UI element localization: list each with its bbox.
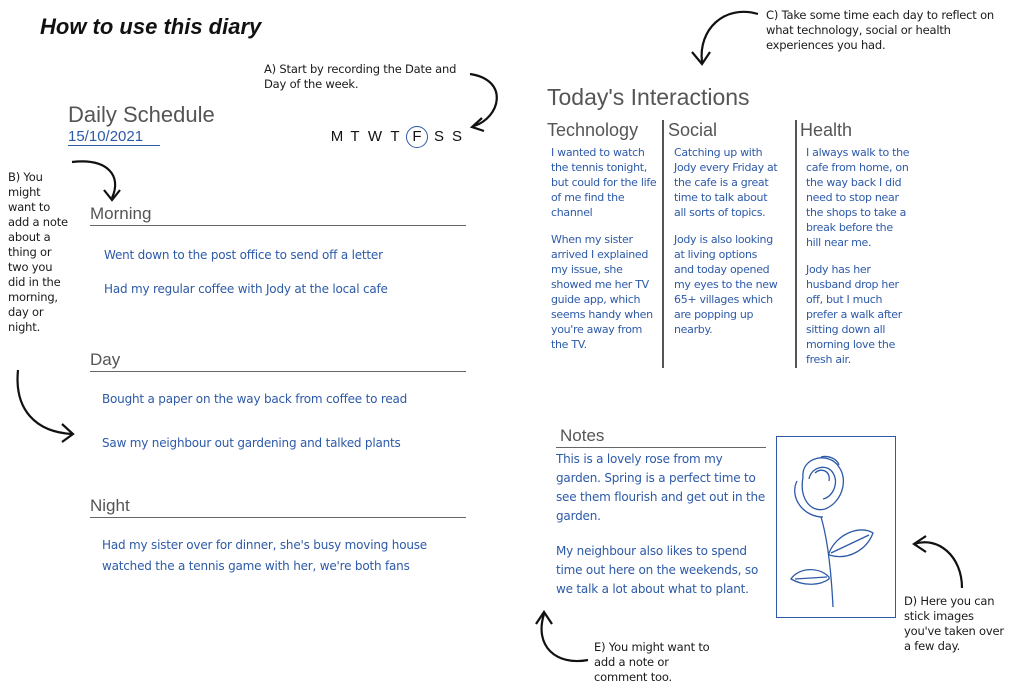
column-heading: Social xyxy=(668,120,718,140)
annotation-b: B) You might want to add a note about a thing or two you did in the morning, day or night. xyxy=(8,170,68,334)
entry-text[interactable]: Had my regular coffee with Jody at the local cafe xyxy=(104,282,388,296)
column-text[interactable]: I wanted to watch the tennis tonight, but could for the life of me find the channel xyxy=(551,146,657,219)
schedule-title: Daily Schedule xyxy=(68,102,215,127)
entry-text[interactable]: Had my sister over for dinner, she's busy moving house xyxy=(102,538,427,552)
section-heading: Day xyxy=(90,350,466,372)
entry-text[interactable]: Bought a paper on the way back from coffee to read xyxy=(102,392,408,406)
section-heading: Morning xyxy=(90,204,466,226)
column-text[interactable]: Jody has her husband drop her off, but I much prefer a walk after sitting down all morning love the fresh air. xyxy=(806,263,902,366)
entry-text[interactable]: watched the a tennis game with her, we're both fans xyxy=(102,559,410,573)
annotation-e: E) You might want to add a note or comment too. xyxy=(594,640,710,684)
notes-heading: Notes xyxy=(556,426,766,448)
notes-text[interactable]: This is a lovely rose from my garden. Spring is a perfect time to see them flourish and get out in the garden. xyxy=(556,452,766,523)
column-text[interactable]: When my sister arrived I explained my issue, she showed me her TV guide app, which seems handy when you're away from the TV. xyxy=(551,233,653,351)
column-heading: Technology xyxy=(547,120,639,140)
page-title: How to use this diary xyxy=(40,14,262,39)
column-text[interactable]: I always walk to the cafe from home, on the way back I did need to stop near the shops to take a break before the hill near me. xyxy=(806,146,910,249)
day-option[interactable]: T xyxy=(390,128,400,145)
schedule-date[interactable]: 15/10/2021 xyxy=(68,128,160,146)
day-option[interactable]: S xyxy=(433,128,444,145)
notes-text[interactable]: My neighbour also likes to spend time out here on the weekends, so we talk a lot about what to plant. xyxy=(556,544,759,596)
annotation-a: A) Start by recording the Date and Day of the week. xyxy=(264,62,457,91)
column-text[interactable]: Jody is also looking at living options and today opened my eyes to the new 65+ villages which are popping up nearby. xyxy=(674,233,778,336)
annotation-c: C) Take some time each day to reflect on what technology, social or health experiences you had. xyxy=(766,8,994,52)
section-heading: Night xyxy=(90,496,466,518)
day-option[interactable]: F xyxy=(406,126,428,148)
column-heading: Health xyxy=(800,120,853,140)
day-option[interactable]: W xyxy=(367,128,383,145)
column-text[interactable]: Catching up with Jody every Friday at the cafe is a great time to talk about all sorts of topics. xyxy=(674,146,778,219)
day-option[interactable]: S xyxy=(451,128,462,145)
day-option[interactable]: M xyxy=(330,128,344,145)
interactions-title: Today's Interactions xyxy=(547,84,750,110)
entry-text[interactable]: Saw my neighbour out gardening and talked plants xyxy=(102,436,401,450)
day-option[interactable]: T xyxy=(350,128,360,145)
entry-text[interactable]: Went down to the post office to send off a letter xyxy=(104,248,383,262)
annotation-d: D) Here you can stick images you've taken over a few day. xyxy=(904,594,1004,653)
